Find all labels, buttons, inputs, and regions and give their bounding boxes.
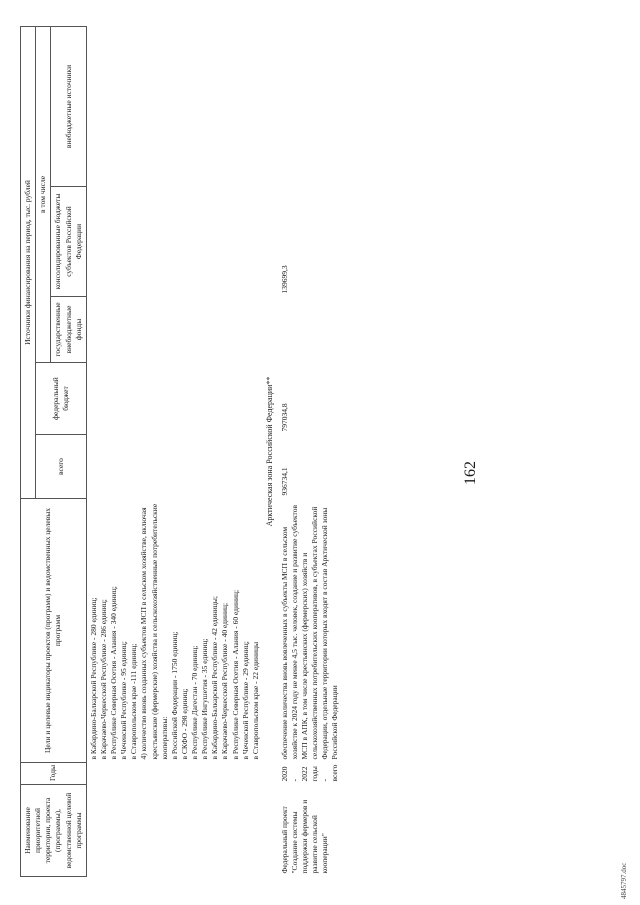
goal-line: 4) количество вновь созданных субъектов МСП в сельском хозяйстве, включая крестьянские (фермерские) хозяйства и сельскохозяйственные потребительские кооперативы: [139,503,169,760]
header-goals: Цели и целевые индикаторы проектов (программ) и ведомственных целевых программ [21,499,87,763]
goal-line: в СКФО - 298 единиц; [179,688,189,760]
goal-line: в Карачаево-Черкесской Республике - 286 единиц; [98,599,108,760]
goal-line: в Республике Северная Осетия - Алания - 60 единиц; [230,589,240,760]
header-years: Годы [21,763,87,785]
zone-title: Арктическая зона Российской Федерации** [264,376,274,527]
table-header [21,26,87,876]
goal-line: в Республике Ингушетия - 35 единиц; [200,638,210,760]
header-name: Наименование приоритетной территории, проекта (программы), ведомственной целевой программы [21,785,87,877]
project-years: 2020 - 2022 годы - всего [279,764,340,782]
project-total: 936734,1 [279,467,289,496]
project-goal: обеспечение количества вновь вовлеченных в субъекты МСП в сельском хозяйстве к 2024 году не менее 4,5 тыс. человек, создание и развитие субъектов МСП в АПК, в том числе крестьянских (фермерских) хозяйств и сельскохозяйственных потребительских кооперативов, в субъектах Российской Федерации, отдельные территории которых входят в состав Арктической зоны Российской Федерации [279,505,340,760]
project-name: Федеральный проект "Создание системы поддержки фермеров и развитие сельской кооперации" [279,799,330,874]
document-reference: 4845797.doc [620,862,628,899]
header-including: в том числе [36,26,51,362]
goal-line: в Ставропольском крае -111 единиц; [129,643,139,760]
header-total: всего [36,435,87,499]
header-regional: консолидированные бюджеты субъектов Российской Федерации [51,187,86,297]
continuation-row [86,26,263,876]
goal-line: в Чеченской Республике - 95 единиц; [119,641,129,760]
goal-line: в Республике Дагестан - 70 единиц; [190,645,199,760]
goal-line: в Чеченской Республике - 29 единиц; [240,641,250,760]
zone-row [263,26,278,876]
page-number: 162 [462,461,479,485]
goal-line: в Республике Северная Осетия - Алания - 340 единиц; [109,586,118,760]
goal-line: в Ставропольском крае - 22 единицы [250,641,260,760]
project-regional: 139699,3 [279,265,289,294]
goal-line: в Кабардино-Балкарской Республике - 42 единицы; [210,596,220,760]
header-federal: федеральный бюджет [36,363,87,435]
continuation-goals [86,499,263,763]
project-federal: 797034,8 [279,403,289,432]
goal-line: в Карачаево-Черкесской Республике - 40 единиц; [220,602,230,760]
header-extrabudget: внебюджетные источники [51,26,86,186]
project-extrabudget [278,26,343,186]
project-offbudget [278,297,343,363]
goal-line: в Российской Федерации - 1750 единиц; [169,631,179,760]
project-row [278,26,343,876]
goal-line: в Кабардино-Балкарской Республике - 280 единиц; [88,597,98,760]
header-offbudget-funds: государственные внебюджетные фонды [51,297,86,363]
header-sources: Источники финансирования на период, тыс. рублей [21,26,36,498]
financing-table [20,26,342,877]
